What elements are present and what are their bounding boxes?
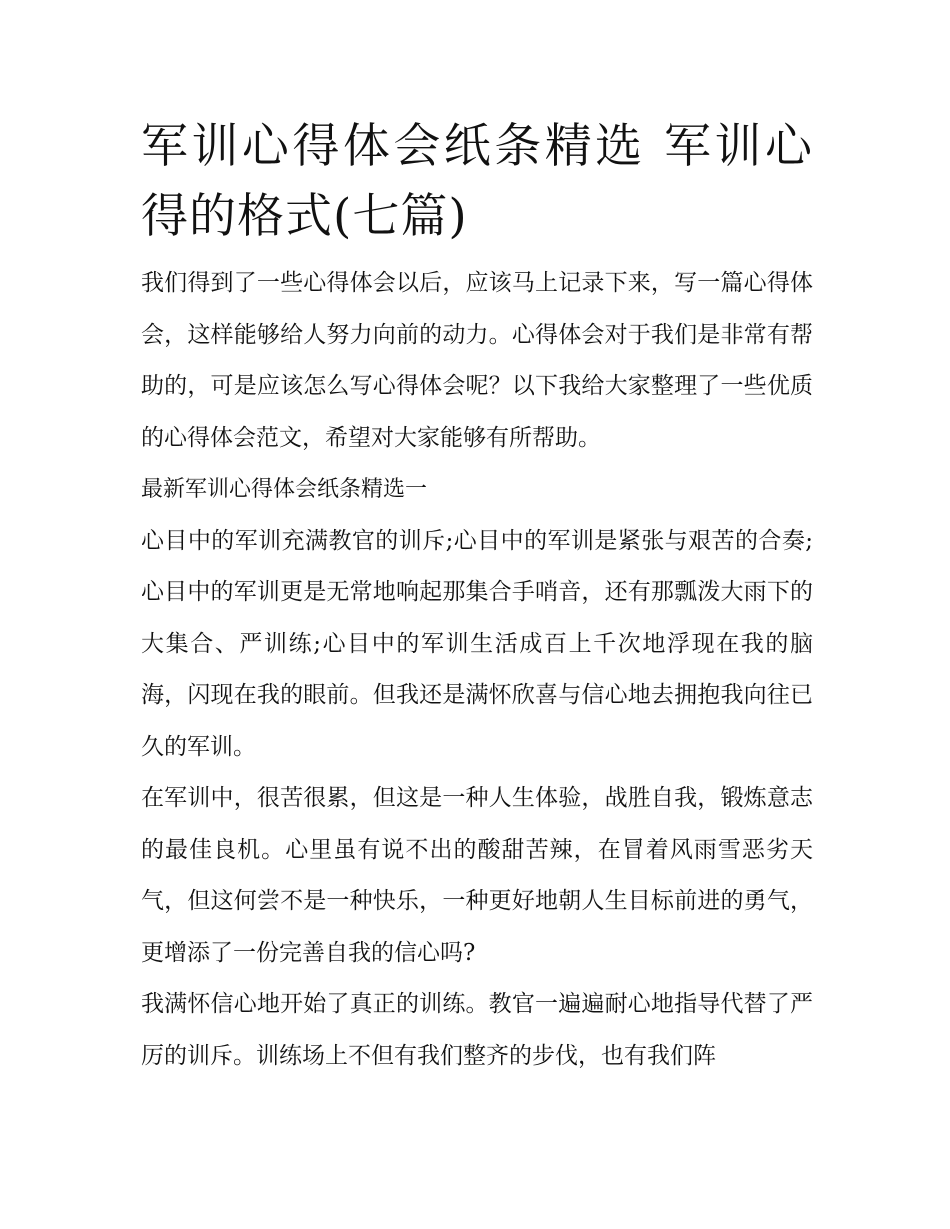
body-paragraph-3: 我满怀信心地开始了真正的训练。教官一遍遍耐心地指导代替了严厉的训斥。训练场上不但有我们整齐的步伐，也有我们阵: [141, 991, 813, 1069]
intro-paragraph: 我们得到了一些心得体会以后，应该马上记录下来，写一篇心得体会，这样能够给人努力向前的动力。心得体会对于我们是非常有帮助的，可是应该怎么写心得体会呢？以下我给大家整理了一些优质的心得体会范文，希望对大家能够有所帮助。: [141, 270, 813, 451]
document-title: 军训心得体会纸条精选 军训心得的格式(七篇): [141, 119, 813, 244]
body-paragraph-1: 心目中的军训充满教官的训斥;心目中的军训是紧张与艰苦的合奏;心目中的军训更是无常地响起那集合手哨音，还有那瓢泼大雨下的大集合、严训练;心目中的军训生活成百上千次地浮现在我的脑海，闪现在我的眼前。但我还是满怀欣喜与信心地去拥抱我向往已久的军训。: [141, 527, 813, 760]
section-heading: 最新军训心得体会纸条精选一: [141, 477, 428, 502]
body-paragraph-2: 在军训中，很苦很累，但这是一种人生体验，战胜自我，锻炼意志的最佳良机。心里虽有说不出的酸甜苦辣，在冒着风雨雪恶劣天气，但这何尝不是一种快乐，一种更好地朝人生目标前进的勇气，更增添了一份完善自我的信心吗?: [141, 785, 813, 966]
document-page: [141, 112, 813, 1082]
